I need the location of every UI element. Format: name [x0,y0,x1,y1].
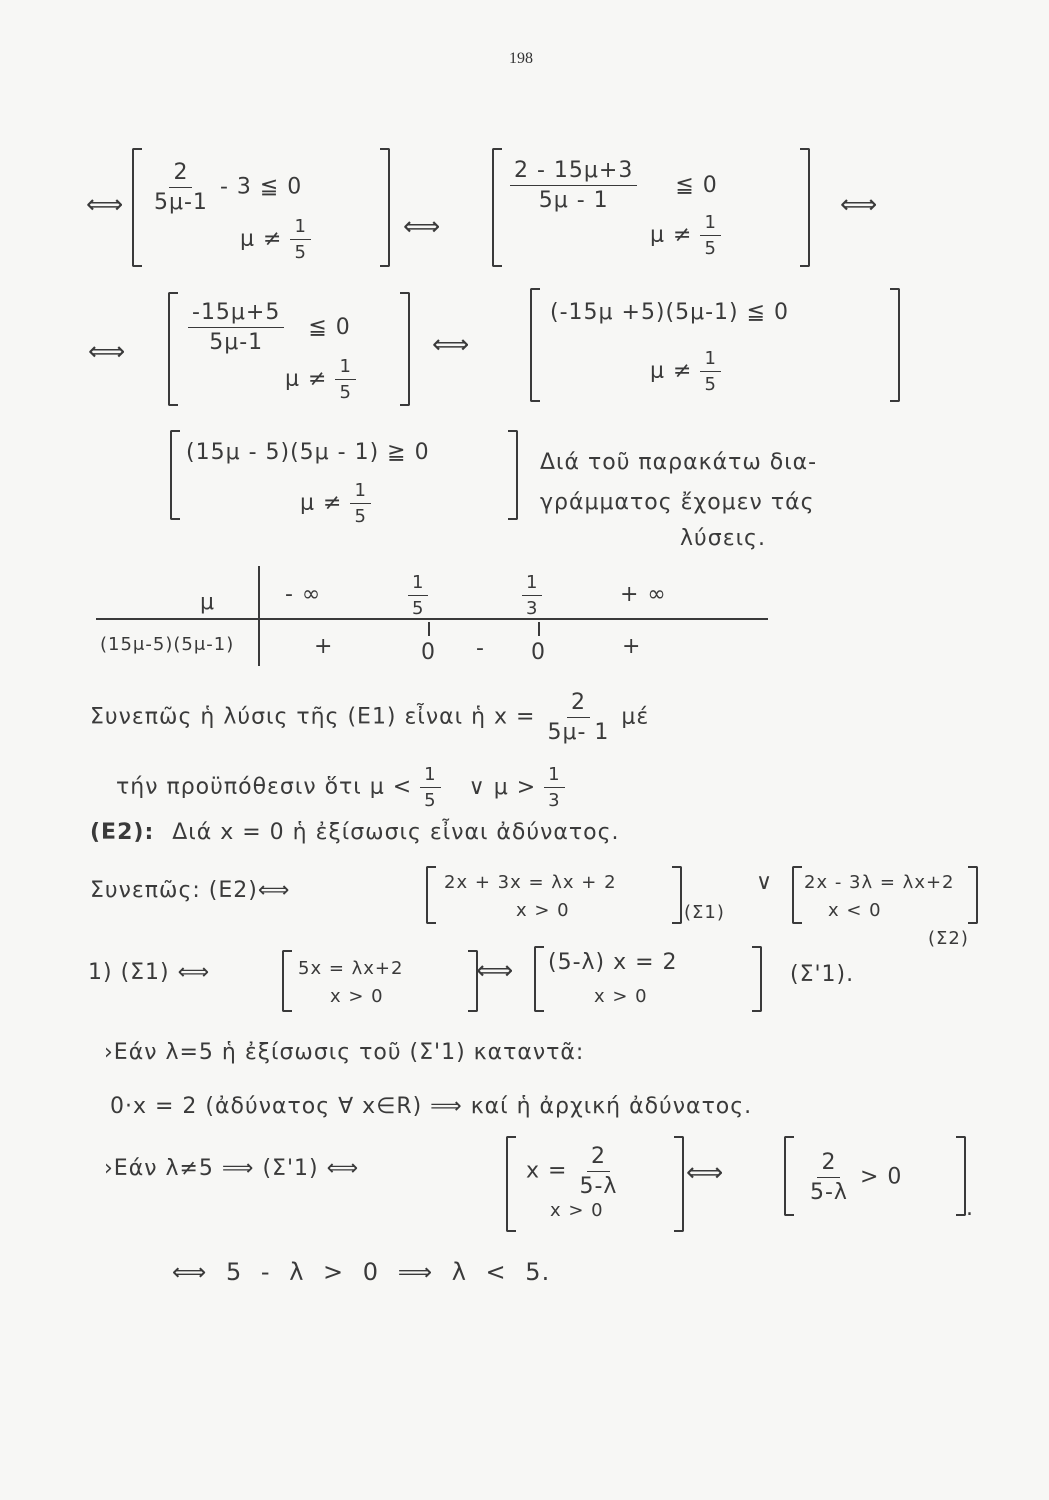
equivalence-arrow: ⟺ [476,956,515,986]
table-sign: + [622,634,642,659]
e2-consequently: Συνεπῶς: (Ε2)⟺ [90,878,291,903]
e2-s1-tag: (Σ1) [684,902,725,923]
e2-s2-line1: 2x - 3λ = λx+2 [804,872,955,893]
product-row3: (15μ - 5)(5μ - 1) ≧ 0 [186,440,430,465]
right-bracket [672,866,682,924]
if-lambda-5-consequence: 0·x = 2 (ἀδύνατος ∀ x∈R) ⟹ καί ἡ ἀρχική ἀδύνατος. [110,1094,753,1119]
e2-or: ∨ [756,870,774,895]
e2-s1-line1: 2x + 3x = λx + 2 [444,872,617,893]
right-bracket [674,1136,684,1232]
condition-row2-sys1: μ ≠ $\frac{1}{5}$ [285,356,356,403]
left-bracket [282,950,292,1012]
table-sign: + [314,634,334,659]
e2-s1-line2: x > 0 [516,900,570,921]
table-zero: 0 [531,640,546,665]
left-bracket [492,148,502,267]
left-bracket [132,148,142,267]
fraction-row1-sys1: $\frac{2}{5\mu-1}$ - 3 ≦ 0 [154,160,303,215]
right-bracket [752,946,762,1012]
table-plus-infinity: + ∞ [620,582,667,607]
condition-row3: μ ≠ $\frac{1}{5}$ [300,480,371,527]
equivalence-arrow: ⟺ [686,1158,725,1188]
right-bracket [968,866,978,924]
equivalence-arrow: ⟺ [432,330,471,360]
equivalence-arrow: ⟺ [88,337,127,367]
case1-a-line2: x > 0 [330,986,384,1007]
left-bracket [168,292,178,406]
if-lambda-5: ›Εάν λ=5 ἡ ἐξίσωσις τοῦ (Σ'1) καταντᾶ: [104,1040,585,1065]
table-one-third: $\frac{1}{3}$ [522,572,542,619]
conclusion-text: Συνεπῶς ἡ λύσις τῆς (Ε1) εἶναι ἡ x = $\frac{2}{5\mu- 1}$ μέ [90,690,650,745]
left-bracket [530,288,540,402]
right-bracket [800,148,810,267]
note-line: γράμματος ἔχομεν τάς [540,490,815,515]
equivalence-arrow: ⟺ [840,190,879,220]
table-tick [428,622,430,636]
if-lambda-not-5: ›Εάν λ≠5 ⟹ (Σ'1) ⟺ [104,1156,360,1181]
final-result: ⟺ 5 - λ > 0 ⟹ λ < 5. [172,1258,551,1286]
right-bracket [380,148,390,267]
left-bracket [792,866,802,924]
x-equals-fraction: x = $\frac{2}{5-\lambda}$ [526,1144,618,1199]
e2-heading: (Ε2): Διά x = 0 ἡ ἐξίσωσις εἶναι ἀδύνατος. [90,820,620,845]
table-expr-label: (15μ-5)(5μ-1) [100,634,235,655]
condition-text: τήν προϋπόθεσιν ὅτι μ < $\frac{1}{5}$ ∨ μ > $\frac{1}{3}$ [116,764,565,811]
case1-b-line2: x > 0 [594,986,648,1007]
note-line: Διά τοῦ παρακάτω δια- [540,450,818,475]
case1-b-line1: (5-λ) x = 2 [548,950,678,975]
table-tick [538,622,540,636]
table-var-label: μ [200,590,215,615]
right-bracket [956,1136,966,1216]
condition-row2-sys2: μ ≠ $\frac{1}{5}$ [650,348,721,395]
right-bracket [508,430,518,520]
condition-row1-sys1: μ ≠ $\frac{1}{5}$ [240,216,311,263]
fraction-row1-sys2: $\frac{2 - 15\mu+3}{5\mu - 1}$ ≦ 0 [510,158,718,213]
left-bracket [506,1136,516,1232]
period: . [966,1196,974,1221]
table-minus-infinity: - ∞ [285,582,322,607]
left-bracket [170,430,180,520]
table-sign: - [476,636,485,661]
equivalence-arrow: ⟺ [403,212,442,242]
page-number: 198 [509,50,533,67]
x-positive-condition: x > 0 [550,1200,604,1221]
table-vertical-rule [258,566,260,666]
right-bracket [890,288,900,402]
condition-row1-sys2: μ ≠ $\frac{1}{5}$ [650,212,721,259]
case1-tag: (Σ'1). [790,962,855,987]
left-bracket [534,946,544,1012]
positivity-fraction: $\frac{2}{5-\lambda}$ > 0 [810,1150,903,1205]
fraction-row2-sys1: $\frac{-15\mu+5}{5\mu-1}$ ≦ 0 [188,300,351,355]
table-zero: 0 [421,640,436,665]
case1-a-line1: 5x = λx+2 [298,958,404,979]
left-bracket [426,866,436,924]
product-row2-sys2: (-15μ +5)(5μ-1) ≦ 0 [550,300,790,325]
note-line: λύσεις. [680,526,766,551]
case1-label: 1) (Σ1) ⟺ [88,960,211,985]
table-horizontal-rule [96,618,768,620]
left-bracket [784,1136,794,1216]
equivalence-arrow: ⟺ [86,190,125,220]
e2-s2-line2: x < 0 [828,900,882,921]
right-bracket [400,292,410,406]
e2-s2-tag: (Σ2) [928,928,969,949]
table-one-fifth: $\frac{1}{5}$ [408,572,428,619]
